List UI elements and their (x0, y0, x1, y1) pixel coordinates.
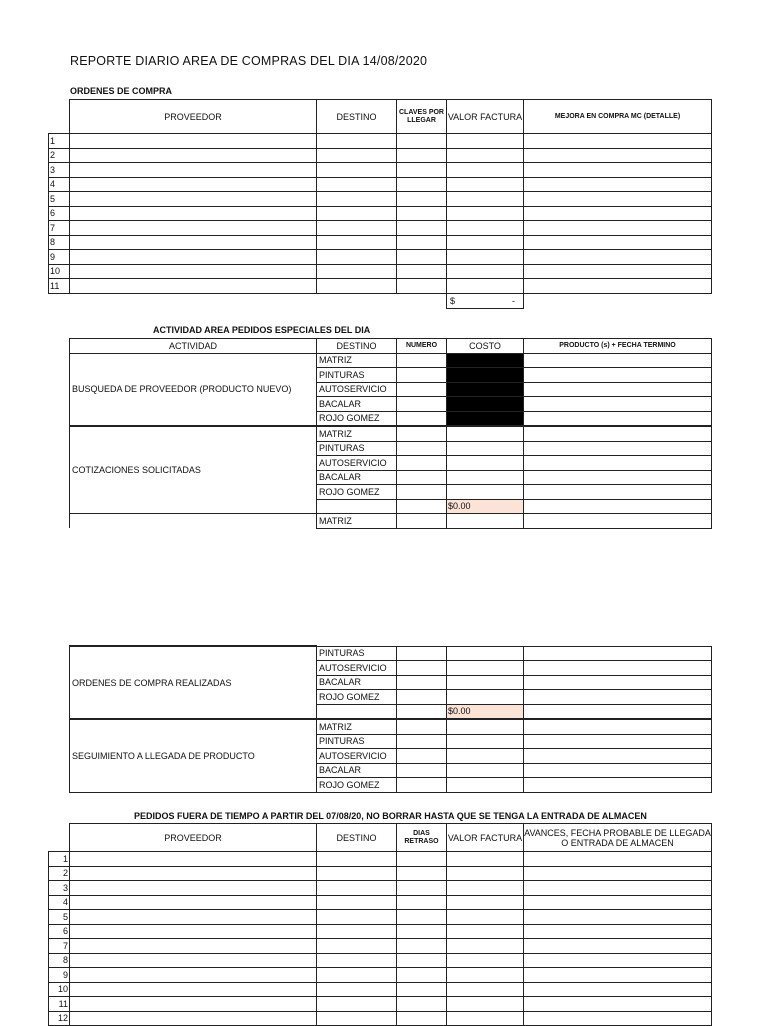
table-row (49, 134, 712, 149)
fuera-tiempo-section-label: PEDIDOS FUERA DE TIEMPO A PARTIR DEL 07/08/20, NO BORRAR HASTA QUE SE TENGA LA ENTRADA DE ALMACEN (134, 811, 647, 821)
producto-cell[interactable] (524, 763, 712, 778)
costo-cell[interactable] (447, 470, 524, 485)
destino-cell[interactable] (317, 1011, 397, 1026)
table-row (49, 279, 712, 294)
destino-cell[interactable] (317, 264, 397, 279)
avances-cell[interactable] (524, 910, 712, 925)
proveedor-cell[interactable] (70, 221, 317, 236)
proveedor-cell[interactable] (70, 177, 317, 192)
destino-cell[interactable] (317, 177, 397, 192)
claves-cell[interactable] (397, 264, 447, 279)
header-proveedor-ft: PROVEEDOR (70, 824, 317, 852)
valor-cell[interactable] (447, 1011, 524, 1026)
activity-row (70, 426, 712, 441)
total-value: - (512, 295, 515, 306)
proveedor-cell[interactable] (70, 264, 317, 279)
avances-cell[interactable] (524, 866, 712, 881)
destino-cell: AUTOSERVICIO (317, 661, 397, 676)
costo-cell[interactable] (447, 514, 524, 529)
numero-cell[interactable] (397, 675, 447, 690)
valor-cell[interactable] (447, 250, 524, 265)
valor-cell[interactable] (447, 264, 524, 279)
numero-cell[interactable] (397, 485, 447, 500)
header-destino: DESTINO (317, 100, 397, 134)
table-row (49, 982, 712, 997)
costo-cell[interactable] (447, 661, 524, 676)
dias-retraso-cell[interactable] (397, 982, 447, 997)
row-number: 12 (49, 1011, 70, 1026)
producto-cell[interactable] (524, 675, 712, 690)
numero-cell[interactable] (397, 690, 447, 705)
table-row (49, 881, 712, 896)
dias-retraso-cell[interactable] (397, 1011, 447, 1026)
avances-cell[interactable] (524, 968, 712, 983)
costo-cell[interactable] (447, 763, 524, 778)
claves-cell[interactable] (397, 250, 447, 265)
numero-cell[interactable] (397, 382, 447, 397)
header-numero: NUMERO (397, 339, 447, 354)
proveedor-cell[interactable] (70, 866, 317, 881)
row-number: 8 (49, 953, 70, 968)
proveedor-cell[interactable] (70, 852, 317, 867)
producto-cell[interactable] (524, 353, 712, 368)
total-currency: $ (450, 295, 456, 306)
costo-cell[interactable] (447, 646, 524, 661)
valor-cell[interactable] (447, 982, 524, 997)
producto-cell[interactable] (524, 368, 712, 383)
mejora-cell[interactable] (524, 177, 712, 192)
destino-cell[interactable] (317, 250, 397, 265)
numero-cell[interactable] (397, 749, 447, 764)
avances-cell[interactable] (524, 924, 712, 939)
proveedor-cell[interactable] (70, 953, 317, 968)
table-row (49, 852, 712, 867)
header-producto: PRODUCTO (s) + FECHA TERMINO (524, 339, 712, 354)
row-number: 1 (49, 852, 70, 867)
producto-cell[interactable] (524, 499, 712, 514)
table-row (49, 953, 712, 968)
valor-cell[interactable] (447, 279, 524, 294)
destino-cell: BACALAR (317, 675, 397, 690)
destino-cell: PINTURAS (317, 646, 397, 661)
table-row (49, 924, 712, 939)
mejora-cell[interactable] (524, 148, 712, 163)
valor-cell[interactable] (447, 968, 524, 983)
ordenes-section-label: ORDENES DE COMPRA (70, 86, 173, 96)
row-number: 3 (49, 163, 70, 178)
table-row (49, 235, 712, 250)
destino-cell: BACALAR (317, 763, 397, 778)
proveedor-cell[interactable] (70, 924, 317, 939)
numero-cell[interactable] (397, 719, 447, 734)
costo-cell[interactable] (447, 719, 524, 734)
costo-cell[interactable] (447, 778, 524, 793)
numero-cell[interactable] (397, 778, 447, 793)
proveedor-cell[interactable] (70, 1011, 317, 1026)
dias-retraso-cell[interactable] (397, 968, 447, 983)
claves-cell[interactable] (397, 177, 447, 192)
producto-cell[interactable] (524, 485, 712, 500)
producto-cell[interactable] (524, 441, 712, 456)
producto-cell[interactable] (524, 749, 712, 764)
row-number: 2 (49, 148, 70, 163)
costo-cell[interactable] (447, 382, 524, 397)
producto-cell[interactable] (524, 704, 712, 719)
row-number: 4 (49, 177, 70, 192)
activity-row (70, 353, 712, 368)
destino-cell[interactable] (317, 206, 397, 221)
producto-cell[interactable] (524, 397, 712, 412)
subtotal-costo: $0.00 (447, 704, 524, 719)
claves-cell[interactable] (397, 279, 447, 294)
producto-cell[interactable] (524, 719, 712, 734)
costo-cell[interactable] (447, 690, 524, 705)
activity-label-seguimiento: SEGUIMIENTO A LLEGADA DE PRODUCTO (70, 719, 317, 792)
mejora-cell[interactable] (524, 163, 712, 178)
destino-cell[interactable] (317, 939, 397, 954)
destino-cell: BACALAR (317, 470, 397, 485)
costo-cell[interactable] (447, 675, 524, 690)
valor-cell[interactable] (447, 881, 524, 896)
valor-cell[interactable] (447, 235, 524, 250)
costo-cell[interactable] (447, 441, 524, 456)
destino-cell[interactable] (317, 148, 397, 163)
dias-retraso-cell[interactable] (397, 852, 447, 867)
table-row (49, 968, 712, 983)
destino-cell[interactable] (317, 924, 397, 939)
ordenes-table (48, 99, 712, 309)
row-number: 3 (49, 881, 70, 896)
table-row (49, 221, 712, 236)
header-destino-act: DESTINO (317, 339, 397, 354)
mejora-cell[interactable] (524, 264, 712, 279)
costo-cell[interactable] (447, 426, 524, 441)
activity-label-busqueda: BUSQUEDA DE PROVEEDOR (PRODUCTO NUEVO) (70, 353, 317, 426)
table-row (49, 250, 712, 265)
proveedor-cell[interactable] (70, 163, 317, 178)
valor-cell[interactable] (447, 910, 524, 925)
mejora-cell[interactable] (524, 134, 712, 149)
mejora-cell[interactable] (524, 192, 712, 207)
dias-retraso-cell[interactable] (397, 924, 447, 939)
valor-cell[interactable] (447, 895, 524, 910)
actividad-table-bottom (69, 645, 712, 793)
numero-cell[interactable] (397, 646, 447, 661)
row-number: 9 (49, 968, 70, 983)
proveedor-cell[interactable] (70, 910, 317, 925)
proveedor-cell[interactable] (70, 939, 317, 954)
destino-cell[interactable] (317, 852, 397, 867)
producto-cell[interactable] (524, 411, 712, 426)
claves-cell[interactable] (397, 134, 447, 149)
avances-cell[interactable] (524, 982, 712, 997)
producto-cell[interactable] (524, 734, 712, 749)
claves-cell[interactable] (397, 192, 447, 207)
numero-cell[interactable] (397, 411, 447, 426)
valor-cell[interactable] (447, 997, 524, 1012)
producto-cell[interactable] (524, 456, 712, 471)
proveedor-cell[interactable] (70, 235, 317, 250)
destino-cell: ROJO GOMEZ (317, 690, 397, 705)
table-row (49, 910, 712, 925)
actividad-table-top (69, 338, 712, 529)
row-number: 5 (49, 910, 70, 925)
costo-cell[interactable] (447, 749, 524, 764)
proveedor-cell[interactable] (70, 192, 317, 207)
header-costo: COSTO (447, 339, 524, 354)
table-row (49, 264, 712, 279)
destino-cell: AUTOSERVICIO (317, 456, 397, 471)
destino-cell: ROJO GOMEZ (317, 778, 397, 793)
producto-cell[interactable] (524, 426, 712, 441)
dias-retraso-cell[interactable] (397, 910, 447, 925)
proveedor-cell[interactable] (70, 895, 317, 910)
table-row (49, 997, 712, 1012)
costo-cell[interactable] (447, 397, 524, 412)
valor-cell[interactable] (447, 852, 524, 867)
table-row (49, 177, 712, 192)
table-row (49, 148, 712, 163)
valor-cell[interactable] (447, 192, 524, 207)
producto-cell[interactable] (524, 646, 712, 661)
fuera-tiempo-table (48, 823, 712, 1026)
destino-cell[interactable] (317, 192, 397, 207)
proveedor-cell[interactable] (70, 250, 317, 265)
numero-cell[interactable] (397, 368, 447, 383)
destino-cell[interactable] (317, 235, 397, 250)
row-number: 6 (49, 206, 70, 221)
claves-cell[interactable] (397, 148, 447, 163)
row-number: 9 (49, 250, 70, 265)
header-proveedor: PROVEEDOR (70, 100, 317, 134)
numero-cell[interactable] (397, 441, 447, 456)
producto-cell[interactable] (524, 661, 712, 676)
avances-cell[interactable] (524, 852, 712, 867)
avances-cell[interactable] (524, 939, 712, 954)
costo-cell[interactable] (447, 411, 524, 426)
destino-cell (317, 499, 397, 514)
header-dias-retraso: DIAS RETRASO (397, 824, 447, 852)
proveedor-cell[interactable] (70, 982, 317, 997)
row-number: 5 (49, 192, 70, 207)
activity-row (70, 719, 712, 734)
mejora-cell[interactable] (524, 279, 712, 294)
valor-cell[interactable] (447, 134, 524, 149)
destino-cell (317, 704, 397, 719)
table-row (49, 206, 712, 221)
destino-cell: MATRIZ (317, 719, 397, 734)
costo-cell[interactable] (447, 734, 524, 749)
table-row (49, 866, 712, 881)
avances-cell[interactable] (524, 1011, 712, 1026)
row-number: 1 (49, 134, 70, 149)
row-number: 6 (49, 924, 70, 939)
destino-cell[interactable] (317, 866, 397, 881)
destino-cell: BACALAR (317, 397, 397, 412)
destino-cell[interactable] (317, 134, 397, 149)
valor-cell[interactable] (447, 206, 524, 221)
row-number: 7 (49, 221, 70, 236)
destino-cell: MATRIZ (317, 353, 397, 368)
destino-cell: PINTURAS (317, 441, 397, 456)
destino-cell: AUTOSERVICIO (317, 382, 397, 397)
valor-cell[interactable] (447, 953, 524, 968)
table-row (49, 163, 712, 178)
dias-retraso-cell[interactable] (397, 866, 447, 881)
destino-cell[interactable] (317, 982, 397, 997)
header-valor-factura: VALOR FACTURA (447, 100, 524, 134)
row-number: 8 (49, 235, 70, 250)
destino-cell: PINTURAS (317, 734, 397, 749)
header-mejora: MEJORA EN COMPRA MC (DETALLE) (524, 100, 712, 134)
destino-cell[interactable] (317, 997, 397, 1012)
numero-cell[interactable] (397, 763, 447, 778)
numero-cell[interactable] (397, 456, 447, 471)
table-row (49, 939, 712, 954)
destino-cell[interactable] (317, 953, 397, 968)
destino-cell[interactable] (317, 881, 397, 896)
valor-cell[interactable] (447, 924, 524, 939)
valor-cell[interactable] (447, 163, 524, 178)
dias-retraso-cell[interactable] (397, 895, 447, 910)
valor-cell[interactable] (447, 939, 524, 954)
actividad-section-label: ACTIVIDAD AREA PEDIDOS ESPECIALES DEL DIA (153, 325, 371, 335)
proveedor-cell[interactable] (70, 148, 317, 163)
valor-cell[interactable] (447, 866, 524, 881)
report-title: REPORTE DIARIO AREA DE COMPRAS DEL DIA 14/08/2020 (70, 54, 428, 68)
proveedor-cell[interactable] (70, 881, 317, 896)
producto-cell[interactable] (524, 382, 712, 397)
total-valor-cell[interactable] (447, 293, 524, 308)
destino-cell[interactable] (317, 895, 397, 910)
header-destino-ft: DESTINO (317, 824, 397, 852)
destino-cell: ROJO GOMEZ (317, 411, 397, 426)
avances-cell[interactable] (524, 997, 712, 1012)
proveedor-cell[interactable] (70, 997, 317, 1012)
numero-cell[interactable] (397, 661, 447, 676)
header-claves: CLAVES POR LLEGAR (397, 100, 447, 134)
valor-cell[interactable] (447, 177, 524, 192)
valor-cell[interactable] (447, 221, 524, 236)
table-row (49, 895, 712, 910)
numero-cell[interactable] (397, 353, 447, 368)
proveedor-cell[interactable] (70, 279, 317, 294)
header-actividad: ACTIVIDAD (70, 339, 317, 354)
destino-cell: MATRIZ (317, 426, 397, 441)
activity-row (70, 646, 712, 661)
producto-cell[interactable] (524, 514, 712, 529)
producto-cell[interactable] (524, 470, 712, 485)
costo-cell[interactable] (447, 485, 524, 500)
numero-cell[interactable] (397, 470, 447, 485)
proveedor-cell[interactable] (70, 134, 317, 149)
mejora-cell[interactable] (524, 235, 712, 250)
costo-cell[interactable] (447, 353, 524, 368)
numero-cell[interactable] (397, 499, 447, 514)
destino-cell[interactable] (317, 163, 397, 178)
row-number: 10 (49, 982, 70, 997)
destino-cell[interactable] (317, 221, 397, 236)
table-row (49, 1011, 712, 1026)
costo-cell[interactable] (447, 456, 524, 471)
dias-retraso-cell[interactable] (397, 939, 447, 954)
proveedor-cell[interactable] (70, 968, 317, 983)
claves-cell[interactable] (397, 206, 447, 221)
destino-cell: AUTOSERVICIO (317, 749, 397, 764)
mejora-cell[interactable] (524, 221, 712, 236)
row-number: 7 (49, 939, 70, 954)
row-number: 4 (49, 895, 70, 910)
destino-cell: MATRIZ (317, 514, 397, 529)
table-row (49, 192, 712, 207)
row-number: 11 (49, 279, 70, 294)
claves-cell[interactable] (397, 235, 447, 250)
dias-retraso-cell[interactable] (397, 881, 447, 896)
mejora-cell[interactable] (524, 206, 712, 221)
producto-cell[interactable] (524, 778, 712, 793)
dias-retraso-cell[interactable] (397, 997, 447, 1012)
destino-cell[interactable] (317, 910, 397, 925)
costo-cell[interactable] (447, 368, 524, 383)
header-avances: AVANCES, FECHA PROBABLE DE LLEGADA O ENTRADA DE ALMACEN (524, 824, 712, 852)
header-valor-factura-ft: VALOR FACTURA (447, 824, 524, 852)
activity-label-cotizaciones: COTIZACIONES SOLICITADAS (70, 426, 317, 514)
row-number: 2 (49, 866, 70, 881)
numero-cell[interactable] (397, 426, 447, 441)
destino-cell: PINTURAS (317, 368, 397, 383)
valor-cell[interactable] (447, 148, 524, 163)
avances-cell[interactable] (524, 953, 712, 968)
numero-cell[interactable] (397, 397, 447, 412)
proveedor-cell[interactable] (70, 206, 317, 221)
claves-cell[interactable] (397, 163, 447, 178)
avances-cell[interactable] (524, 895, 712, 910)
destino-cell[interactable] (317, 968, 397, 983)
numero-cell[interactable] (397, 514, 447, 529)
row-number: 11 (49, 997, 70, 1012)
avances-cell[interactable] (524, 881, 712, 896)
claves-cell[interactable] (397, 221, 447, 236)
destino-cell[interactable] (317, 279, 397, 294)
activity-blank-cell (70, 514, 317, 529)
numero-cell[interactable] (397, 734, 447, 749)
mejora-cell[interactable] (524, 250, 712, 265)
activity-label-ordenes_realizadas: ORDENES DE COMPRA REALIZADAS (70, 646, 317, 719)
producto-cell[interactable] (524, 690, 712, 705)
dias-retraso-cell[interactable] (397, 953, 447, 968)
numero-cell[interactable] (397, 704, 447, 719)
row-number: 10 (49, 264, 70, 279)
destino-cell: ROJO GOMEZ (317, 485, 397, 500)
subtotal-costo: $0.00 (447, 499, 524, 514)
